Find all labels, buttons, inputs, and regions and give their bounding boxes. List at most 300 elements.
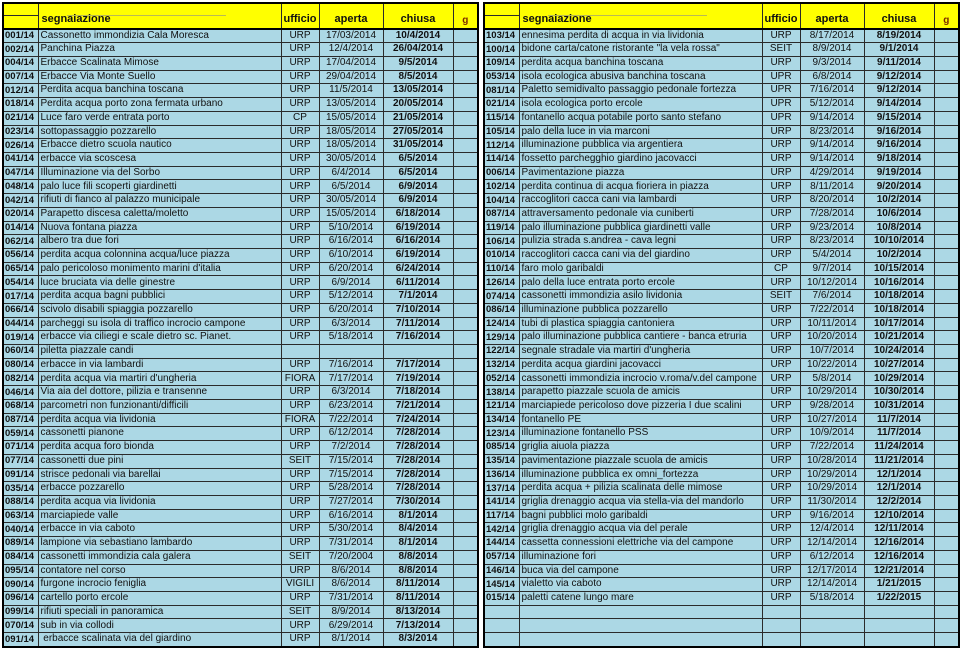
cell-chiusa[interactable]: 10/8/2014: [864, 221, 934, 235]
cell-ufficio[interactable]: URP: [281, 139, 319, 153]
cell-aperta[interactable]: 6/16/2014: [319, 509, 383, 523]
cell-aperta[interactable]: 12/14/2014: [800, 537, 864, 551]
cell-ufficio[interactable]: SEIT: [281, 550, 319, 564]
cell-chiusa[interactable]: 10/15/2014: [864, 262, 934, 276]
cell-segnalazione[interactable]: marciapiede pericoloso dove pizzeria I due scalini: [519, 399, 762, 413]
cell-id[interactable]: 105/14: [484, 125, 519, 139]
cell-segnalazione[interactable]: pavimentazione piazzale scuola de amicis: [519, 454, 762, 468]
cell-ufficio[interactable]: SEIT: [281, 605, 319, 619]
cell-segnalazione[interactable]: [519, 605, 762, 619]
cell-segnalazione[interactable]: ennesima perdita di acqua in via lividonia: [519, 29, 762, 43]
cell-aperta[interactable]: 6/10/2014: [319, 249, 383, 263]
cell-chiusa[interactable]: 12/11/2014: [864, 523, 934, 537]
cell-g[interactable]: [453, 454, 478, 468]
cell-segnalazione[interactable]: vialetto via caboto: [519, 578, 762, 592]
cell-segnalazione[interactable]: paletti catene lungo mare: [519, 591, 762, 605]
cell-segnalazione[interactable]: illuminazione fontanello PSS: [519, 427, 762, 441]
cell-aperta[interactable]: 7/22/2014: [800, 303, 864, 317]
cell-g[interactable]: [934, 43, 959, 57]
cell-id[interactable]: 070/14: [3, 619, 38, 633]
cell-chiusa[interactable]: 31/05/2014: [383, 139, 453, 153]
cell-chiusa[interactable]: 10/10/2014: [864, 235, 934, 249]
cell-aperta[interactable]: 10/12/2014: [800, 276, 864, 290]
cell-g[interactable]: [453, 427, 478, 441]
cell-ufficio[interactable]: URP: [762, 413, 800, 427]
cell-aperta[interactable]: 5/10/2014: [319, 221, 383, 235]
cell-ufficio[interactable]: URP: [762, 249, 800, 263]
cell-chiusa[interactable]: 7/30/2014: [383, 495, 453, 509]
cell-id[interactable]: 112/14: [484, 139, 519, 153]
cell-segnalazione[interactable]: perdita continua di acqua fioriera in piazza: [519, 180, 762, 194]
cell-g[interactable]: [453, 482, 478, 496]
cell-id[interactable]: 054/14: [3, 276, 38, 290]
cell-segnalazione[interactable]: faro molo garibaldi: [519, 262, 762, 276]
cell-ufficio[interactable]: URP: [762, 125, 800, 139]
cell-chiusa[interactable]: 10/24/2014: [864, 345, 934, 359]
cell-segnalazione[interactable]: marciapiede valle: [38, 509, 281, 523]
cell-id[interactable]: 059/14: [3, 427, 38, 441]
cell-id[interactable]: 041/14: [3, 152, 38, 166]
cell-ufficio[interactable]: URP: [762, 372, 800, 386]
cell-g[interactable]: [453, 166, 478, 180]
cell-id[interactable]: 001/14: [3, 29, 38, 43]
cell-ufficio[interactable]: URP: [281, 70, 319, 84]
cell-id[interactable]: 015/14: [484, 591, 519, 605]
cell-g[interactable]: [934, 537, 959, 551]
cell-aperta[interactable]: 30/05/2014: [319, 194, 383, 208]
cell-g[interactable]: [934, 619, 959, 633]
cell-id[interactable]: 068/14: [3, 399, 38, 413]
cell-id[interactable]: 114/14: [484, 152, 519, 166]
cell-aperta[interactable]: 9/14/2014: [800, 111, 864, 125]
cell-segnalazione[interactable]: perdita acqua via lividonia: [38, 413, 281, 427]
cell-chiusa[interactable]: 7/28/2014: [383, 427, 453, 441]
cell-segnalazione[interactable]: Parapetto discesa caletta/moletto: [38, 207, 281, 221]
cell-id[interactable]: 102/14: [484, 180, 519, 194]
cell-ufficio[interactable]: URP: [762, 386, 800, 400]
cell-ufficio[interactable]: URP: [281, 358, 319, 372]
cell-ufficio[interactable]: UPR: [762, 98, 800, 112]
cell-ufficio[interactable]: URP: [281, 207, 319, 221]
cell-g[interactable]: [934, 633, 959, 647]
cell-g[interactable]: [453, 125, 478, 139]
cell-g[interactable]: [934, 276, 959, 290]
cell-id[interactable]: 021/14: [484, 98, 519, 112]
cell-aperta[interactable]: 10/29/2014: [800, 482, 864, 496]
cell-aperta[interactable]: 10/27/2014: [800, 413, 864, 427]
cell-g[interactable]: [453, 235, 478, 249]
cell-ufficio[interactable]: CP: [281, 111, 319, 125]
cell-id[interactable]: 138/14: [484, 386, 519, 400]
cell-chiusa[interactable]: 7/16/2014: [383, 331, 453, 345]
cell-id[interactable]: 146/14: [484, 564, 519, 578]
cell-g[interactable]: [934, 194, 959, 208]
cell-id[interactable]: 040/14: [3, 523, 38, 537]
cell-segnalazione[interactable]: parapetto piazzale scuola de amicis: [519, 386, 762, 400]
cell-id[interactable]: 065/14: [3, 262, 38, 276]
cell-id[interactable]: 103/14: [484, 29, 519, 43]
cell-id[interactable]: 053/14: [484, 70, 519, 84]
cell-aperta[interactable]: 6/12/2014: [800, 550, 864, 564]
cell-ufficio[interactable]: URP: [281, 509, 319, 523]
cell-segnalazione[interactable]: bagni pubblici molo garibaldi: [519, 509, 762, 523]
cell-aperta[interactable]: 6/29/2014: [319, 619, 383, 633]
cell-chiusa[interactable]: 9/15/2014: [864, 111, 934, 125]
cell-ufficio[interactable]: URP: [281, 495, 319, 509]
cell-g[interactable]: [934, 345, 959, 359]
cell-g[interactable]: [453, 605, 478, 619]
cell-ufficio[interactable]: URP: [762, 578, 800, 592]
cell-g[interactable]: [453, 56, 478, 70]
column-header-chiusa[interactable]: chiusa: [383, 3, 453, 29]
cell-aperta[interactable]: 4/29/2014: [800, 166, 864, 180]
cell-g[interactable]: [934, 331, 959, 345]
cell-chiusa[interactable]: 11/21/2014: [864, 454, 934, 468]
cell-ufficio[interactable]: [762, 619, 800, 633]
cell-aperta[interactable]: 10/28/2014: [800, 454, 864, 468]
cell-id[interactable]: 145/14: [484, 578, 519, 592]
cell-chiusa[interactable]: 10/29/2014: [864, 372, 934, 386]
cell-segnalazione[interactable]: erbacce scalinata via del giardino: [38, 633, 281, 647]
cell-chiusa[interactable]: 10/16/2014: [864, 276, 934, 290]
cell-segnalazione[interactable]: perdita acqua bagni pubblici: [38, 290, 281, 304]
cell-id[interactable]: 085/14: [484, 441, 519, 455]
cell-aperta[interactable]: 17/03/2014: [319, 29, 383, 43]
cell-chiusa[interactable]: 7/28/2014: [383, 468, 453, 482]
cell-aperta[interactable]: [319, 345, 383, 359]
cell-aperta[interactable]: 7/16/2014: [800, 84, 864, 98]
cell-aperta[interactable]: 17/04/2014: [319, 56, 383, 70]
cell-segnalazione[interactable]: cartello porto ercole: [38, 591, 281, 605]
cell-ufficio[interactable]: URP: [762, 56, 800, 70]
cell-g[interactable]: [453, 509, 478, 523]
cell-chiusa[interactable]: 9/18/2014: [864, 152, 934, 166]
cell-g[interactable]: [453, 550, 478, 564]
cell-segnalazione[interactable]: illuminazione fori: [519, 550, 762, 564]
cell-chiusa[interactable]: 7/13/2014: [383, 619, 453, 633]
cell-chiusa[interactable]: 7/19/2014: [383, 372, 453, 386]
cell-ufficio[interactable]: URP: [762, 235, 800, 249]
cell-chiusa[interactable]: 12/1/2014: [864, 482, 934, 496]
cell-chiusa[interactable]: 12/10/2014: [864, 509, 934, 523]
cell-chiusa[interactable]: 7/28/2014: [383, 482, 453, 496]
cell-segnalazione[interactable]: cassonetti pianone: [38, 427, 281, 441]
cell-id[interactable]: 142/14: [484, 523, 519, 537]
cell-chiusa[interactable]: 12/16/2014: [864, 550, 934, 564]
cell-aperta[interactable]: 10/9/2014: [800, 427, 864, 441]
cell-segnalazione[interactable]: erbacce pozzarello: [38, 482, 281, 496]
cell-aperta[interactable]: 29/04/2014: [319, 70, 383, 84]
cell-segnalazione[interactable]: erbacce via scoscesa: [38, 152, 281, 166]
cell-ufficio[interactable]: URP: [762, 454, 800, 468]
column-header-aperta[interactable]: aperta: [800, 3, 864, 29]
cell-ufficio[interactable]: URP: [762, 207, 800, 221]
cell-chiusa[interactable]: 10/18/2014: [864, 290, 934, 304]
cell-chiusa[interactable]: 6/16/2014: [383, 235, 453, 249]
cell-id[interactable]: 080/14: [3, 358, 38, 372]
cell-id[interactable]: 014/14: [3, 221, 38, 235]
cell-chiusa[interactable]: 11/7/2014: [864, 427, 934, 441]
cell-segnalazione[interactable]: griglia drenaggio acqua via stella-via del mandorlo: [519, 495, 762, 509]
cell-ufficio[interactable]: URP: [281, 166, 319, 180]
cell-segnalazione[interactable]: erbacce in via caboto: [38, 523, 281, 537]
cell-segnalazione[interactable]: lampione via sebastiano lambardo: [38, 537, 281, 551]
cell-ufficio[interactable]: URP: [281, 564, 319, 578]
cell-g[interactable]: [453, 221, 478, 235]
cell-chiusa[interactable]: 6/24/2014: [383, 262, 453, 276]
cell-chiusa[interactable]: 10/21/2014: [864, 331, 934, 345]
cell-aperta[interactable]: 9/3/2014: [800, 56, 864, 70]
cell-g[interactable]: [453, 372, 478, 386]
cell-chiusa[interactable]: 1/22/2015: [864, 591, 934, 605]
cell-aperta[interactable]: 15/05/2014: [319, 111, 383, 125]
cell-g[interactable]: [934, 303, 959, 317]
cell-ufficio[interactable]: URP: [281, 56, 319, 70]
cell-g[interactable]: [934, 468, 959, 482]
cell-ufficio[interactable]: URP: [281, 591, 319, 605]
cell-g[interactable]: [934, 482, 959, 496]
cell-ufficio[interactable]: URP: [281, 125, 319, 139]
cell-segnalazione[interactable]: perdita acqua colonnina acqua/luce piazza: [38, 249, 281, 263]
cell-chiusa[interactable]: 10/17/2014: [864, 317, 934, 331]
cell-aperta[interactable]: 6/4/2014: [319, 166, 383, 180]
cell-ufficio[interactable]: [762, 605, 800, 619]
cell-aperta[interactable]: 8/17/2014: [800, 29, 864, 43]
cell-segnalazione[interactable]: cassetta connessioni elettriche via del campone: [519, 537, 762, 551]
cell-ufficio[interactable]: UPR: [762, 111, 800, 125]
cell-ufficio[interactable]: [762, 633, 800, 647]
cell-chiusa[interactable]: 11/7/2014: [864, 413, 934, 427]
cell-chiusa[interactable]: 7/28/2014: [383, 454, 453, 468]
cell-g[interactable]: [453, 303, 478, 317]
cell-aperta[interactable]: 12/17/2014: [800, 564, 864, 578]
cell-id[interactable]: 123/14: [484, 427, 519, 441]
cell-g[interactable]: [934, 207, 959, 221]
cell-ufficio[interactable]: URP: [762, 399, 800, 413]
cell-chiusa[interactable]: 11/24/2014: [864, 441, 934, 455]
cell-ufficio[interactable]: URP: [281, 84, 319, 98]
cell-chiusa[interactable]: [383, 345, 453, 359]
cell-aperta[interactable]: 5/18/2014: [800, 591, 864, 605]
cell-ufficio[interactable]: URP: [762, 591, 800, 605]
cell-chiusa[interactable]: 7/21/2014: [383, 399, 453, 413]
cell-ufficio[interactable]: URP: [762, 564, 800, 578]
cell-g[interactable]: [453, 317, 478, 331]
cell-id[interactable]: 124/14: [484, 317, 519, 331]
cell-aperta[interactable]: 7/22/2014: [319, 413, 383, 427]
cell-chiusa[interactable]: 9/14/2014: [864, 98, 934, 112]
cell-segnalazione[interactable]: Erbacce Scalinata Mimose: [38, 56, 281, 70]
cell-aperta[interactable]: 11/5/2014: [319, 84, 383, 98]
cell-chiusa[interactable]: 12/21/2014: [864, 564, 934, 578]
cell-aperta[interactable]: 6/23/2014: [319, 399, 383, 413]
cell-g[interactable]: [453, 591, 478, 605]
cell-g[interactable]: [934, 56, 959, 70]
cell-chiusa[interactable]: 9/12/2014: [864, 70, 934, 84]
cell-ufficio[interactable]: URP: [281, 619, 319, 633]
cell-id[interactable]: 100/14: [484, 43, 519, 57]
cell-g[interactable]: [453, 207, 478, 221]
cell-g[interactable]: [453, 276, 478, 290]
cell-chiusa[interactable]: 10/30/2014: [864, 386, 934, 400]
cell-g[interactable]: [453, 290, 478, 304]
cell-ufficio[interactable]: URP: [762, 331, 800, 345]
cell-id[interactable]: 088/14: [3, 495, 38, 509]
cell-chiusa[interactable]: 12/16/2014: [864, 537, 934, 551]
cell-g[interactable]: [934, 221, 959, 235]
cell-ufficio[interactable]: URP: [762, 194, 800, 208]
cell-aperta[interactable]: 7/15/2014: [319, 468, 383, 482]
cell-ufficio[interactable]: SEIT: [762, 290, 800, 304]
cell-g[interactable]: [934, 166, 959, 180]
cell-ufficio[interactable]: URP: [762, 537, 800, 551]
cell-chiusa[interactable]: 8/11/2014: [383, 591, 453, 605]
cell-aperta[interactable]: 10/22/2014: [800, 358, 864, 372]
cell-segnalazione[interactable]: rifiuti di fianco al palazzo municipale: [38, 194, 281, 208]
cell-segnalazione[interactable]: cassonetti immondizia asilo lividonia: [519, 290, 762, 304]
cell-id[interactable]: 007/14: [3, 70, 38, 84]
cell-id[interactable]: 004/14: [3, 56, 38, 70]
cell-segnalazione[interactable]: sottopassaggio pozzarello: [38, 125, 281, 139]
cell-chiusa[interactable]: 10/4/2014: [383, 29, 453, 43]
cell-aperta[interactable]: 10/29/2014: [800, 386, 864, 400]
cell-ufficio[interactable]: URP: [762, 29, 800, 43]
cell-aperta[interactable]: 8/9/2014: [800, 43, 864, 57]
cell-ufficio[interactable]: URP: [762, 166, 800, 180]
cell-aperta[interactable]: 7/16/2014: [319, 358, 383, 372]
cell-segnalazione[interactable]: isola ecologica abusiva banchina toscana: [519, 70, 762, 84]
cell-ufficio[interactable]: FIORA: [281, 413, 319, 427]
cell-g[interactable]: [934, 523, 959, 537]
cell-id[interactable]: 063/14: [3, 509, 38, 523]
cell-segnalazione[interactable]: griglia aiuola piazza: [519, 441, 762, 455]
cell-chiusa[interactable]: 6/5/2014: [383, 166, 453, 180]
cell-segnalazione[interactable]: rifiuti speciali in panoramica: [38, 605, 281, 619]
cell-g[interactable]: [453, 70, 478, 84]
cell-segnalazione[interactable]: cassonetti due pini: [38, 454, 281, 468]
cell-g[interactable]: [934, 98, 959, 112]
cell-segnalazione[interactable]: perdita acqua via lividonia: [38, 495, 281, 509]
cell-id[interactable]: 095/14: [3, 564, 38, 578]
cell-aperta[interactable]: 12/4/2014: [800, 523, 864, 537]
cell-id[interactable]: 126/14: [484, 276, 519, 290]
cell-g[interactable]: [934, 139, 959, 153]
cell-aperta[interactable]: 8/1/2014: [319, 633, 383, 647]
cell-g[interactable]: [934, 249, 959, 263]
cell-aperta[interactable]: 7/27/2014: [319, 495, 383, 509]
cell-g[interactable]: [453, 84, 478, 98]
cell-id[interactable]: 089/14: [3, 537, 38, 551]
cell-aperta[interactable]: 6/20/2014: [319, 262, 383, 276]
cell-g[interactable]: [934, 152, 959, 166]
cell-segnalazione[interactable]: piletta piazzale candi: [38, 345, 281, 359]
cell-ufficio[interactable]: URP: [281, 317, 319, 331]
cell-segnalazione[interactable]: palo illuminazione pubblica cantiere - banca etruria: [519, 331, 762, 345]
cell-id[interactable]: [484, 619, 519, 633]
cell-aperta[interactable]: 5/8/2014: [800, 372, 864, 386]
cell-segnalazione[interactable]: Perdita acqua porto zona fermata urbano: [38, 98, 281, 112]
cell-id[interactable]: [484, 605, 519, 619]
cell-g[interactable]: [934, 578, 959, 592]
cell-segnalazione[interactable]: Luce faro verde entrata porto: [38, 111, 281, 125]
cell-chiusa[interactable]: 20/05/2014: [383, 98, 453, 112]
cell-g[interactable]: [453, 495, 478, 509]
cell-ufficio[interactable]: URP: [762, 495, 800, 509]
cell-aperta[interactable]: 9/16/2014: [800, 509, 864, 523]
cell-chiusa[interactable]: 7/10/2014: [383, 303, 453, 317]
cell-segnalazione[interactable]: Cassonetto immondizia Cala Moresca: [38, 29, 281, 43]
cell-g[interactable]: [934, 386, 959, 400]
cell-g[interactable]: [934, 235, 959, 249]
cell-chiusa[interactable]: 13/05/2014: [383, 84, 453, 98]
cell-segnalazione[interactable]: erbacce via ciliegi e scale dietro sc. Pianet.: [38, 331, 281, 345]
cell-g[interactable]: [934, 358, 959, 372]
cell-g[interactable]: [934, 605, 959, 619]
cell-segnalazione[interactable]: cassonetti immondizia cala galera: [38, 550, 281, 564]
cell-g[interactable]: [934, 550, 959, 564]
cell-g[interactable]: [453, 249, 478, 263]
cell-chiusa[interactable]: 1/21/2015: [864, 578, 934, 592]
cell-ufficio[interactable]: URP: [281, 633, 319, 647]
cell-g[interactable]: [934, 564, 959, 578]
cell-chiusa[interactable]: 6/19/2014: [383, 249, 453, 263]
cell-chiusa[interactable]: 10/6/2014: [864, 207, 934, 221]
cell-g[interactable]: [453, 386, 478, 400]
cell-g[interactable]: [453, 139, 478, 153]
cell-id[interactable]: 119/14: [484, 221, 519, 235]
cell-g[interactable]: [934, 427, 959, 441]
cell-aperta[interactable]: 8/23/2014: [800, 125, 864, 139]
cell-id[interactable]: 122/14: [484, 345, 519, 359]
cell-ufficio[interactable]: URP: [281, 399, 319, 413]
cell-chiusa[interactable]: 8/4/2014: [383, 523, 453, 537]
cell-g[interactable]: [934, 70, 959, 84]
cell-chiusa[interactable]: 8/5/2014: [383, 70, 453, 84]
cell-aperta[interactable]: 9/23/2014: [800, 221, 864, 235]
cell-chiusa[interactable]: [864, 619, 934, 633]
column-header-chiusa[interactable]: chiusa: [864, 3, 934, 29]
cell-id[interactable]: 023/14: [3, 125, 38, 139]
cell-segnalazione[interactable]: furgone incrocio feniglia: [38, 578, 281, 592]
cell-segnalazione[interactable]: griglia drenaggio acqua via del perale: [519, 523, 762, 537]
cell-aperta[interactable]: 11/30/2014: [800, 495, 864, 509]
cell-g[interactable]: [453, 345, 478, 359]
cell-ufficio[interactable]: URP: [762, 358, 800, 372]
cell-id[interactable]: 135/14: [484, 454, 519, 468]
cell-g[interactable]: [934, 591, 959, 605]
cell-g[interactable]: [453, 633, 478, 647]
cell-id[interactable]: 019/14: [3, 331, 38, 345]
cell-id[interactable]: 018/14: [3, 98, 38, 112]
cell-chiusa[interactable]: 9/5/2014: [383, 56, 453, 70]
cell-id[interactable]: 074/14: [484, 290, 519, 304]
cell-g[interactable]: [934, 495, 959, 509]
cell-id[interactable]: 090/14: [3, 578, 38, 592]
cell-chiusa[interactable]: 9/16/2014: [864, 139, 934, 153]
cell-ufficio[interactable]: URP: [762, 523, 800, 537]
cell-chiusa[interactable]: 6/19/2014: [383, 221, 453, 235]
cell-id[interactable]: 115/14: [484, 111, 519, 125]
cell-aperta[interactable]: 12/14/2014: [800, 578, 864, 592]
cell-id[interactable]: 056/14: [3, 249, 38, 263]
cell-id[interactable]: 087/14: [3, 413, 38, 427]
cell-aperta[interactable]: 15/05/2014: [319, 207, 383, 221]
cell-ufficio[interactable]: URP: [281, 303, 319, 317]
cell-segnalazione[interactable]: Nuova fontana piazza: [38, 221, 281, 235]
cell-segnalazione[interactable]: palo pericoloso monimento marini d'italia: [38, 262, 281, 276]
cell-segnalazione[interactable]: tubi di plastica spiaggia cantoniera: [519, 317, 762, 331]
cell-aperta[interactable]: 9/14/2014: [800, 139, 864, 153]
